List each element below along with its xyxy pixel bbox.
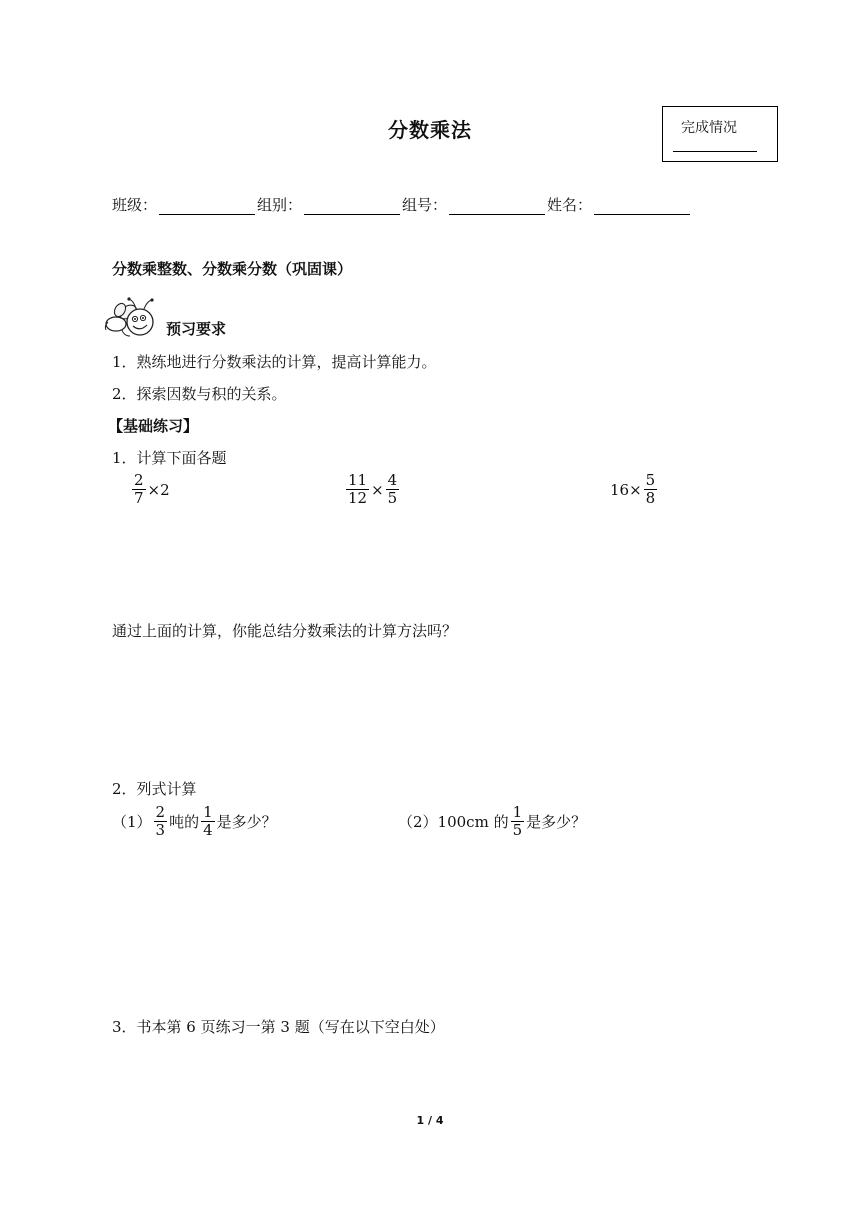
page-title: 分数乘法 <box>388 118 472 142</box>
q1-expression-2: $\frac{11}{12}$ × $\frac{4}{5}$ <box>348 471 398 507</box>
bee-mascot-icon <box>102 294 162 344</box>
fraction: $\frac{2}{3}$ <box>155 803 166 839</box>
question-3-label: 3．书本第 6 页练习一第 3 题（写在以下空白处） <box>112 1018 445 1036</box>
group-label: 组别： <box>257 196 303 214</box>
fraction: $\frac{2}{7}$ <box>134 471 144 507</box>
fraction: $\frac{1}{4}$ <box>203 803 213 839</box>
class-label: 班级： <box>112 196 158 214</box>
group-blank[interactable] <box>304 198 400 215</box>
group-number-label: 组号： <box>402 196 448 214</box>
q2-part-2: （2）100cm 的 $\frac{1}{5}$ 是多少？ <box>398 803 587 839</box>
fraction: $\frac{1}{5}$ <box>512 803 523 839</box>
class-blank[interactable] <box>159 198 255 215</box>
student-info-row <box>112 194 692 215</box>
group-number-blank[interactable] <box>449 198 545 215</box>
q2-part-1: （1） $\frac{2}{3}$ 吨的 $\frac{1}{4}$ 是多少？ <box>112 803 277 839</box>
fraction: $\frac{11}{12}$ <box>348 471 368 507</box>
preview-title: 预习要求 <box>166 320 227 338</box>
page-number: 1 / 4 <box>416 1114 444 1127</box>
fraction: $\frac{5}{8}$ <box>645 471 656 507</box>
q1-expression-3: 16× $\frac{5}{8}$ <box>610 471 656 507</box>
fraction: $\frac{4}{5}$ <box>387 471 398 507</box>
basic-practice-heading: 【基础练习】 <box>108 417 199 435</box>
preview-item-2: 2．探索因数与积的关系。 <box>112 385 287 403</box>
completion-status-label: 完成情况 <box>681 120 737 136</box>
preview-item-1: 1．熟练地进行分数乘法的计算，提高计算能力。 <box>112 353 437 371</box>
q1-expression-1: $\frac{2}{7}$ ×2 <box>134 471 170 507</box>
completion-status-blank[interactable] <box>673 151 757 152</box>
q1-followup-question: 通过上面的计算，你能总结分数乘法的计算方法吗？ <box>112 622 458 640</box>
name-label: 姓名： <box>547 196 593 214</box>
question-1-label: 1．计算下面各题 <box>112 449 227 467</box>
question-2-label: 2．列式计算 <box>112 780 197 798</box>
section-title: 分数乘整数、分数乘分数（巩固课） <box>112 260 353 278</box>
name-blank[interactable] <box>594 198 690 215</box>
completion-status-box <box>662 106 778 162</box>
